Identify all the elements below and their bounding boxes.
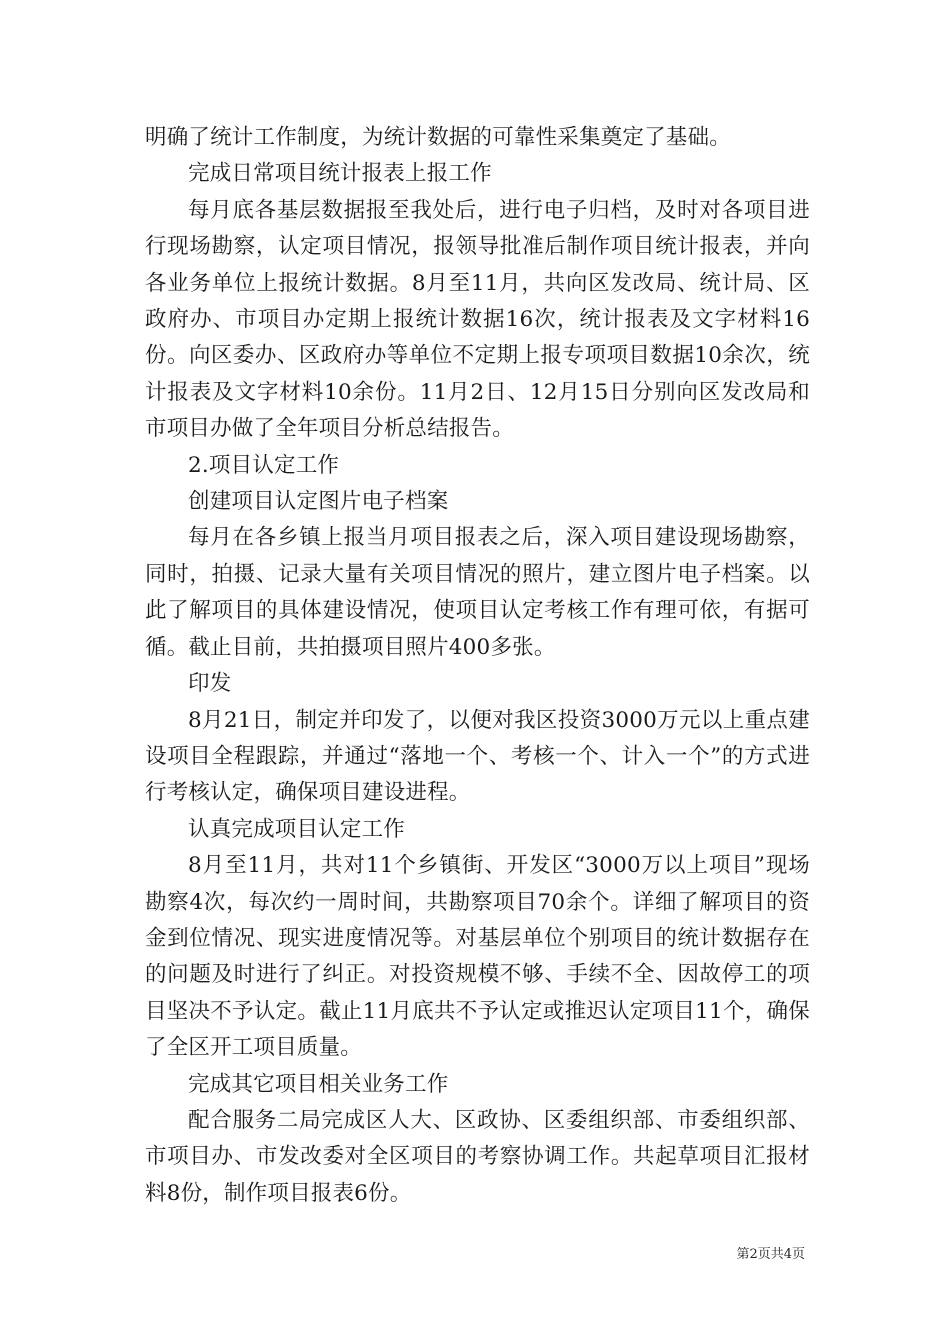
paragraph-certification-work: 8月至11月，共对11个乡镇街、开发区“3000万以上项目”现场勘察4次，每次约一周时间，共勘察项目70余个。详细了解项目的资金到位情况、现实进度情况等。对基层单位个别项目的统计数据存在的问题及时进行了纠正。对投资规模不够、手续不全、因故停工的项目坚决不予认定。截止11月底共不予认定或推迟认定项目11个，确保了全区开工项目质量。: [145, 853, 810, 1061]
section-heading-photo-archive: 创建项目认定图片电子档案: [188, 489, 449, 515]
section-heading-certification-work: 认真完成项目认定工作: [188, 816, 406, 842]
paragraph-daily-report: 每月底各基层数据报至我处后，进行电子归档，及时对各项目进行现场勘察，认定项目情况，报领导批准后制作项目统计报表，并向各业务单位上报统计数据。8月至11月，共向区发改局、统计局、区政府办、市项目办定期上报统计数据16次，统计报表及文字材料16份。向区委办、区政府办等单位不定期上报专项项目数据10余次，统计报表及文字材料10余份。11月2日、12月15日分别向区发改局和市项目办做了全年项目分析总结报告。: [145, 197, 810, 442]
paragraph-other-work: 配合服务二局完成区人大、区政协、区委组织部、市委组织部、市项目办、市发改委对全区项目的考察协调工作。共起草项目汇报材料8份，制作项目报表6份。: [145, 1107, 810, 1206]
document-body: [145, 120, 810, 1212]
section-heading-daily-report: 完成日常项目统计报表上报工作: [188, 161, 492, 187]
section-heading-issue: 印发: [188, 671, 232, 697]
paragraph-issue: 8月21日，制定并印发了，以便对我区投资3000万元以上重点建设项目全程跟踪，并通过“落地一个、考核一个、计入一个”的方式进行考核认定，确保项目建设进程。: [145, 707, 810, 806]
section-heading-other-work: 完成其它项目相关业务工作: [188, 1071, 449, 1097]
paragraph-continuation: 明确了统计工作制度，为统计数据的可靠性采集奠定了基础。: [145, 125, 731, 150]
paragraph-photo-archive: 每月在各乡镇上报当月项目报表之后，深入项目建设现场勘察，同时，拍摄、记录大量有关项目情况的照片，建立图片电子档案。以此了解项目的具体建设情况，使项目认定考核工作有理可依，有据可循。截止目前，共拍摄项目照片400多张。: [145, 525, 810, 660]
page-number-footer: 第2页共4页: [736, 1247, 805, 1262]
section-heading-project-certification: 2.项目认定工作: [188, 452, 340, 478]
